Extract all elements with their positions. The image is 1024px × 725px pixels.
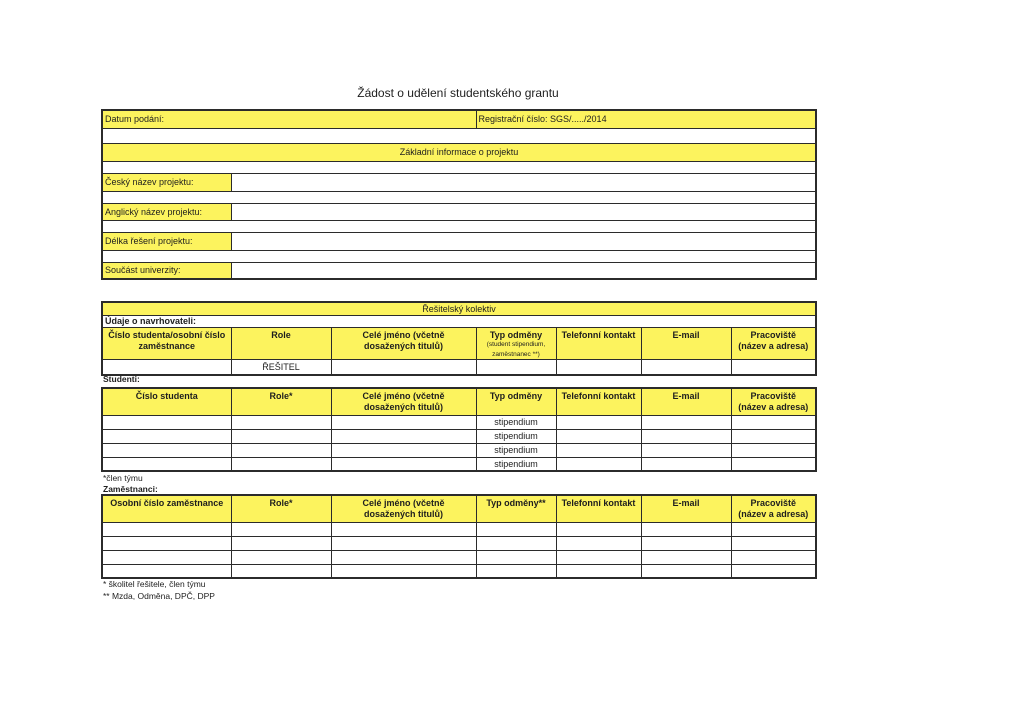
- applicant-header-workplace: [731, 327, 816, 359]
- employees-row: [102, 522, 816, 536]
- applicant-cell-workplace: [731, 359, 816, 375]
- employees-header-full-name-label: Celé jméno (včetně dosažených titulů): [362, 498, 445, 519]
- czech-title-value: [231, 173, 816, 191]
- team-member-note: *člen týmu: [103, 473, 143, 483]
- applicant-header-role: [231, 327, 331, 359]
- employees-header-reward-type-label: Typ odměny**: [486, 498, 546, 508]
- applicant-header-reward-type-label: Typ odměny: [489, 329, 543, 340]
- employees-row: [102, 550, 816, 564]
- students-cell-workplace: [731, 457, 816, 471]
- submission-date-label: Datum podání:: [102, 110, 476, 128]
- students-cell-workplace: [731, 429, 816, 443]
- students-row: [102, 429, 816, 443]
- employees-header-email-label: E-mail: [672, 498, 700, 508]
- employees-cell-full-name: [331, 522, 476, 536]
- students-header-full-name-label: Celé jméno (včetně dosažených titulů): [362, 391, 445, 412]
- students-cell-reward-type: stipendium: [476, 429, 556, 443]
- employees-section-label: Zaměstnanci:: [103, 484, 158, 494]
- employees-cell-phone: [556, 550, 641, 564]
- students-cell-id: [102, 429, 231, 443]
- students-header-row: [102, 388, 816, 415]
- employees-body: [102, 495, 816, 578]
- students-cell-reward-type: stipendium: [476, 415, 556, 429]
- employees-cell-reward-type: [476, 564, 556, 578]
- applicant-cell-email: [641, 359, 731, 375]
- students-cell-full-name: [331, 457, 476, 471]
- page-title: Žádost o udělení studentského grantu: [357, 86, 559, 100]
- students-cell-full-name: [331, 429, 476, 443]
- students-cell-email: [641, 415, 731, 429]
- students-body: [102, 388, 816, 471]
- duration-label: Délka řešení projektu:: [102, 232, 231, 250]
- students-cell-phone: [556, 443, 641, 457]
- students-header-id-label: Číslo studenta: [135, 391, 198, 401]
- employees-cell-phone: [556, 564, 641, 578]
- employees-header-role-label: Role*: [269, 498, 293, 508]
- spacer-row: [102, 128, 816, 143]
- basic-info-body: [102, 110, 816, 279]
- employees-cell-workplace: [731, 550, 816, 564]
- applicant-header-full-name-label: Celé jméno (včetně dosažených titulů): [362, 329, 445, 351]
- employees-header-full-name: [331, 495, 476, 522]
- employees-cell-id: [102, 564, 231, 578]
- basic-info-table: [101, 109, 817, 280]
- students-header-reward-type-label: Typ odměny: [489, 391, 543, 401]
- applicant-header-reward-type: [476, 327, 556, 359]
- applicant-header-workplace-label: Pracoviště (název a adresa): [738, 329, 809, 351]
- students-header-reward-type: [476, 388, 556, 415]
- applicant-header-full-name: [331, 327, 476, 359]
- table-row: [102, 173, 816, 191]
- empty-cell: [102, 191, 816, 203]
- employees-cell-reward-type: [476, 536, 556, 550]
- students-header-phone: [556, 388, 641, 415]
- spacer-row: [102, 250, 816, 262]
- students-header-workplace: [731, 388, 816, 415]
- table-row: [102, 302, 816, 315]
- table-row: [102, 143, 816, 161]
- students-cell-full-name: [331, 415, 476, 429]
- applicant-row: [102, 359, 816, 375]
- employees-cell-full-name: [331, 564, 476, 578]
- team-table: [101, 301, 817, 376]
- employees-cell-role: [231, 550, 331, 564]
- applicant-cell-phone: [556, 359, 641, 375]
- employees-header-phone: [556, 495, 641, 522]
- students-cell-phone: [556, 457, 641, 471]
- team-heading: Řešitelský kolektiv: [102, 302, 816, 315]
- students-header-workplace-label: Pracoviště (název a adresa): [738, 391, 809, 412]
- employees-cell-role: [231, 564, 331, 578]
- employees-cell-workplace: [731, 564, 816, 578]
- applicant-cell-role: ŘEŠITEL: [231, 359, 331, 375]
- employees-cell-reward-type: [476, 522, 556, 536]
- table-row: [102, 315, 816, 327]
- students-header-full-name: [331, 388, 476, 415]
- university-unit-label: Součást univerzity:: [102, 262, 231, 279]
- employees-cell-reward-type: [476, 550, 556, 564]
- students-header-id: [102, 388, 231, 415]
- applicant-cell-full-name: [331, 359, 476, 375]
- empty-cell: [102, 161, 816, 173]
- employees-cell-role: [231, 536, 331, 550]
- students-cell-role: [231, 429, 331, 443]
- employees-cell-workplace: [731, 522, 816, 536]
- applicant-header-phone-label: Telefonní kontakt: [561, 329, 636, 340]
- students-header-email-label: E-mail: [672, 391, 700, 401]
- employees-header-id-label: Osobní číslo zaměstnance: [110, 498, 224, 508]
- students-row: [102, 457, 816, 471]
- students-row: [102, 443, 816, 457]
- spacer-row: [102, 220, 816, 232]
- spacer-row: [102, 191, 816, 203]
- students-cell-role: [231, 443, 331, 457]
- students-table: [101, 387, 817, 472]
- duration-value: [231, 232, 816, 250]
- employees-cell-role: [231, 522, 331, 536]
- employees-header-id: [102, 495, 231, 522]
- table-row: [102, 262, 816, 279]
- empty-cell: [102, 250, 816, 262]
- applicant-header-id-label: Číslo studenta/osobní číslo zaměstnance: [108, 329, 226, 351]
- applicant-cell-id: [102, 359, 231, 375]
- employees-header-workplace: [731, 495, 816, 522]
- empty-cell: [102, 128, 816, 143]
- employees-header-reward-type: [476, 495, 556, 522]
- applicant-header-role-label: Role: [271, 329, 291, 340]
- employees-cell-phone: [556, 522, 641, 536]
- students-cell-workplace: [731, 443, 816, 457]
- employees-cell-phone: [556, 536, 641, 550]
- employees-table: [101, 494, 817, 579]
- employees-cell-email: [641, 550, 731, 564]
- students-cell-role: [231, 415, 331, 429]
- employees-header-workplace-label: Pracoviště (název a adresa): [738, 498, 809, 519]
- footnote: * školitel řešitele, člen týmu: [103, 579, 206, 589]
- university-unit-value: [231, 262, 816, 279]
- students-cell-role: [231, 457, 331, 471]
- students-cell-email: [641, 429, 731, 443]
- employees-cell-id: [102, 522, 231, 536]
- students-header-role-label: Role*: [269, 391, 293, 401]
- employees-cell-full-name: [331, 536, 476, 550]
- students-cell-email: [641, 443, 731, 457]
- applicant-section-label: Údaje o navrhovateli:: [102, 315, 816, 327]
- students-cell-phone: [556, 429, 641, 443]
- students-cell-id: [102, 415, 231, 429]
- english-title-label: Anglický název projektu:: [102, 203, 231, 220]
- employees-cell-full-name: [331, 550, 476, 564]
- employees-header-role: [231, 495, 331, 522]
- english-title-value: [231, 203, 816, 220]
- students-cell-email: [641, 457, 731, 471]
- students-cell-id: [102, 457, 231, 471]
- employees-cell-email: [641, 522, 731, 536]
- students-cell-reward-type: stipendium: [476, 457, 556, 471]
- employees-cell-id: [102, 550, 231, 564]
- footnote: ** Mzda, Odměna, DPČ, DPP: [103, 591, 215, 601]
- employees-header-phone-label: Telefonní kontakt: [561, 498, 636, 508]
- applicant-cell-reward-type: [476, 359, 556, 375]
- team-body: [102, 302, 816, 375]
- students-cell-reward-type: stipendium: [476, 443, 556, 457]
- empty-cell: [102, 220, 816, 232]
- applicant-header-reward-type-note: (student stipendium, zaměstnanec **): [486, 340, 546, 358]
- students-section-label: Studenti:: [103, 374, 140, 384]
- employees-cell-workplace: [731, 536, 816, 550]
- applicant-header-id: [102, 327, 231, 359]
- applicant-header-email-label: E-mail: [672, 329, 700, 340]
- employees-header-row: [102, 495, 816, 522]
- basic-info-heading: Základní informace o projektu: [102, 143, 816, 161]
- table-row: [102, 232, 816, 250]
- students-cell-id: [102, 443, 231, 457]
- table-row: [102, 203, 816, 220]
- employees-header-email: [641, 495, 731, 522]
- students-row: [102, 415, 816, 429]
- applicant-header-phone: [556, 327, 641, 359]
- employees-cell-email: [641, 536, 731, 550]
- students-header-phone-label: Telefonní kontakt: [561, 391, 636, 401]
- employees-row: [102, 564, 816, 578]
- employees-row: [102, 536, 816, 550]
- czech-title-label: Český název projektu:: [102, 173, 231, 191]
- students-header-email: [641, 388, 731, 415]
- students-cell-full-name: [331, 443, 476, 457]
- table-row: [102, 110, 816, 128]
- spacer-row: [102, 161, 816, 173]
- employees-cell-email: [641, 564, 731, 578]
- applicant-header-row: [102, 327, 816, 359]
- students-cell-phone: [556, 415, 641, 429]
- students-cell-workplace: [731, 415, 816, 429]
- applicant-header-email: [641, 327, 731, 359]
- registration-number-label: Registrační číslo: SGS/...../2014: [476, 110, 816, 128]
- students-header-role: [231, 388, 331, 415]
- employees-cell-id: [102, 536, 231, 550]
